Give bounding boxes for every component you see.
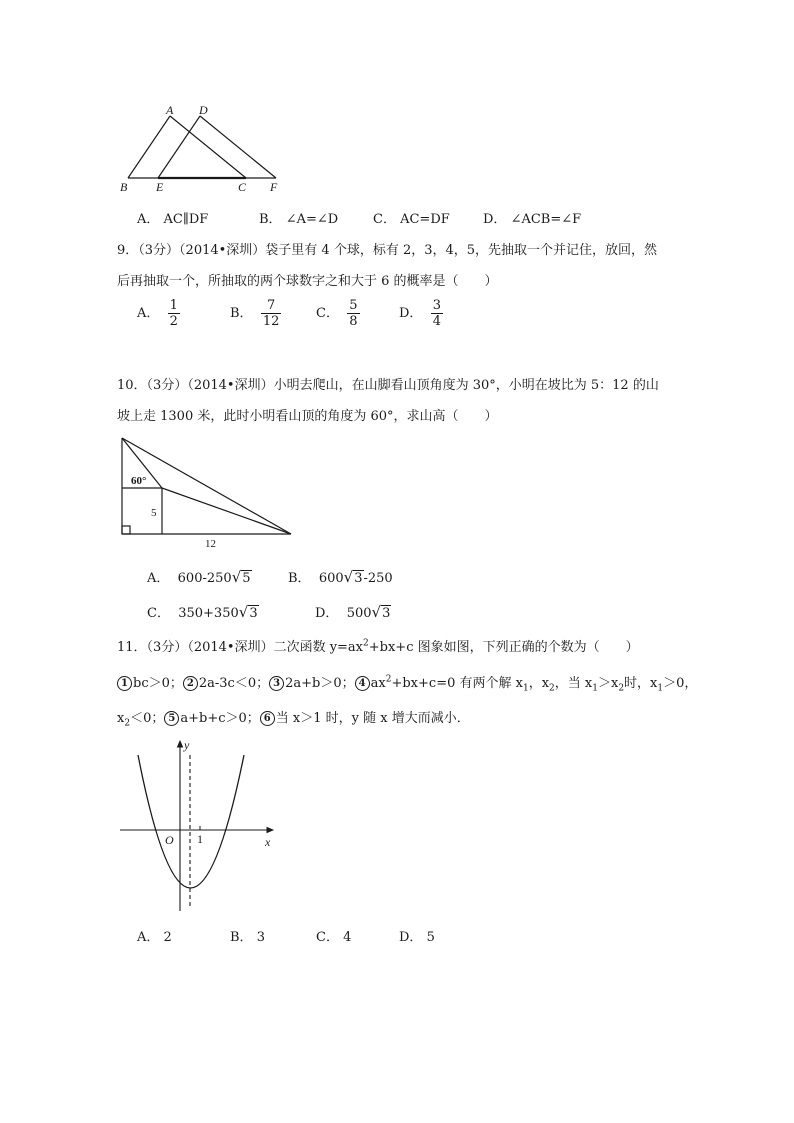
q10-mountain-figure: [110, 432, 300, 552]
option-text: 2: [163, 930, 172, 945]
statement-4-b: +bx+c=0 有两个解 x: [391, 676, 523, 691]
option-label: D．: [483, 212, 507, 227]
statement-4-c: ，x: [528, 676, 550, 691]
radicand: 3: [249, 606, 258, 621]
option-expr: 500: [346, 606, 372, 621]
statement-4-f: 时，x: [624, 676, 658, 691]
option-label: A．: [137, 212, 160, 227]
subscript: 1: [522, 683, 529, 694]
line-AC: [170, 116, 246, 178]
option-label: A．: [147, 571, 170, 586]
option-text: 4: [343, 930, 352, 945]
q10-option-c[interactable]: [147, 602, 259, 621]
angle-label: 60°: [131, 475, 147, 487]
option-label: D．: [315, 606, 339, 621]
statement-4-i: ＜0；: [130, 711, 165, 726]
statement-4-e: ＞x: [597, 676, 619, 691]
origin-label: O: [165, 833, 174, 847]
tick-1-label: 1: [197, 832, 203, 846]
label-E: E: [156, 180, 164, 194]
exponent: 2: [385, 674, 392, 685]
denominator: 2: [169, 314, 178, 329]
statement-5: a+b+c＞0；: [180, 711, 260, 726]
subscript: 2: [124, 718, 131, 729]
slope-line: [162, 488, 291, 534]
subscript: 2: [549, 683, 555, 694]
x-axis-label: x: [265, 835, 271, 849]
right-angle-mark: [122, 526, 130, 534]
exponent: 2: [363, 638, 369, 649]
q11-option-d[interactable]: [399, 926, 435, 945]
option-label: C．: [147, 606, 170, 621]
sqrt-symbol: √: [231, 568, 242, 586]
numerator: 7: [261, 298, 282, 314]
q8-option-d[interactable]: [483, 208, 581, 227]
fraction: [347, 298, 359, 329]
label-D: D: [199, 103, 208, 117]
q10-stem-line-2: 坡上走 1300 米，此时小明看山顶的角度为 60°，求山高（ ）: [117, 409, 498, 424]
sightline-30: [122, 438, 291, 534]
y-axis-label: y: [184, 738, 190, 752]
subscript: 1: [592, 683, 598, 694]
option-text: AC∥DF: [163, 212, 209, 227]
numerator: 1: [169, 298, 178, 313]
option-label: B．: [259, 212, 282, 227]
q10-option-d[interactable]: [315, 602, 391, 621]
option-expr: 350+350: [178, 606, 239, 621]
sqrt-symbol: √: [343, 568, 354, 586]
fraction: [168, 298, 180, 329]
label-B: B: [120, 180, 128, 194]
statement-4-a: ax: [370, 676, 386, 691]
option-expr: 600: [318, 571, 344, 586]
statement-2: 2a-3c＜0；: [198, 676, 270, 691]
option-expr: 600-250: [177, 571, 232, 586]
q8-option-c[interactable]: [373, 208, 450, 227]
numerator: 5: [349, 298, 358, 313]
q11-parabola-figure: [110, 735, 285, 915]
option-label: A．: [137, 306, 160, 321]
q8-triangles-figure: [110, 100, 290, 195]
q11-statements-line-2: [117, 672, 697, 694]
option-text: ∠ACB=∠F: [510, 212, 582, 227]
q9-option-a[interactable]: [137, 298, 180, 329]
q9-option-b[interactable]: [230, 298, 281, 329]
sqrt-symbol: √: [238, 603, 249, 621]
circled-number-2: 2: [183, 676, 198, 691]
option-label: B．: [288, 571, 311, 586]
q11-statements-line-3: [117, 707, 470, 729]
fraction: [261, 298, 282, 329]
option-label: B．: [230, 306, 253, 321]
option-label: C．: [316, 930, 339, 945]
option-label: B．: [230, 930, 253, 945]
circled-number-5: 5: [164, 711, 179, 726]
radicand: 3: [382, 606, 391, 621]
q8-option-b[interactable]: [259, 208, 338, 227]
radicand: 5: [242, 571, 251, 586]
q9-option-c[interactable]: [316, 298, 360, 329]
q11-head-tail: +bx+c 图象如图，下列正确的个数为（ ）: [368, 640, 639, 655]
statement-1: bc＞0；: [133, 676, 183, 691]
option-expr-tail: -250: [363, 571, 393, 586]
circled-number-4: 4: [355, 676, 370, 691]
label-A: A: [166, 103, 174, 117]
q9-option-d[interactable]: [399, 298, 443, 329]
option-label: D．: [399, 306, 423, 321]
option-text: ∠A=∠D: [285, 212, 339, 227]
option-text: AC=DF: [400, 212, 450, 227]
option-text: 3: [256, 930, 265, 945]
statement-4-h: x: [117, 711, 125, 726]
base-12-label: 12: [205, 538, 216, 550]
fraction: [431, 298, 443, 329]
sqrt-symbol: √: [371, 603, 382, 621]
subscript: 1: [657, 683, 664, 694]
parabola-curve: [138, 755, 244, 888]
circled-number-6: 6: [260, 711, 275, 726]
option-label: C．: [316, 306, 339, 321]
numerator: 3: [432, 298, 441, 313]
denominator: 4: [432, 314, 441, 329]
option-label: C．: [373, 212, 396, 227]
q11-option-b[interactable]: [230, 926, 265, 945]
q11-option-c[interactable]: [316, 926, 351, 945]
q10-option-a[interactable]: [147, 567, 252, 586]
q9-stem-line-1: 9．（3分）（2014•深圳）袋子里有 4 个球，标有 2，3，4，5，先抽取一个并记住，放回，然: [117, 243, 658, 258]
subscript: 2: [618, 683, 625, 694]
q11-option-a[interactable]: [137, 926, 172, 945]
option-text: 5: [426, 930, 435, 945]
radicand: 3: [354, 571, 363, 586]
q9-stem-line-2: 后再抽取一个，所抽取的两个球数字之和大于 6 的概率是（ ）: [117, 274, 498, 289]
q10-stem-line-1: 10．（3分）（2014•深圳）小明去爬山，在山脚看山顶角度为 30°，小明在坡比为 5：12 的山: [117, 378, 659, 393]
statement-6: 当 x＞1 时，y 随 x 增大而减小．: [275, 711, 470, 726]
denominator: 8: [349, 314, 358, 329]
statement-4-d: ，当 x: [554, 676, 593, 691]
denominator: 12: [262, 314, 280, 329]
label-C: C: [238, 180, 247, 194]
circled-number-1: 1: [117, 676, 132, 691]
q8-option-a[interactable]: [137, 208, 208, 227]
statement-3: 2a+b＞0；: [285, 676, 355, 691]
option-label: D．: [399, 930, 423, 945]
circled-number-3: 3: [269, 676, 284, 691]
side-5-label: 5: [151, 507, 157, 519]
label-F: F: [270, 180, 278, 194]
q11-stem-line-1: [117, 636, 639, 655]
line-DF: [200, 116, 276, 178]
statement-4-g: ＞0，: [663, 676, 698, 691]
option-label: A．: [137, 930, 160, 945]
q10-option-b[interactable]: [288, 567, 393, 586]
q11-head: 11．（3分）（2014•深圳）二次函数 y=ax: [117, 640, 364, 655]
